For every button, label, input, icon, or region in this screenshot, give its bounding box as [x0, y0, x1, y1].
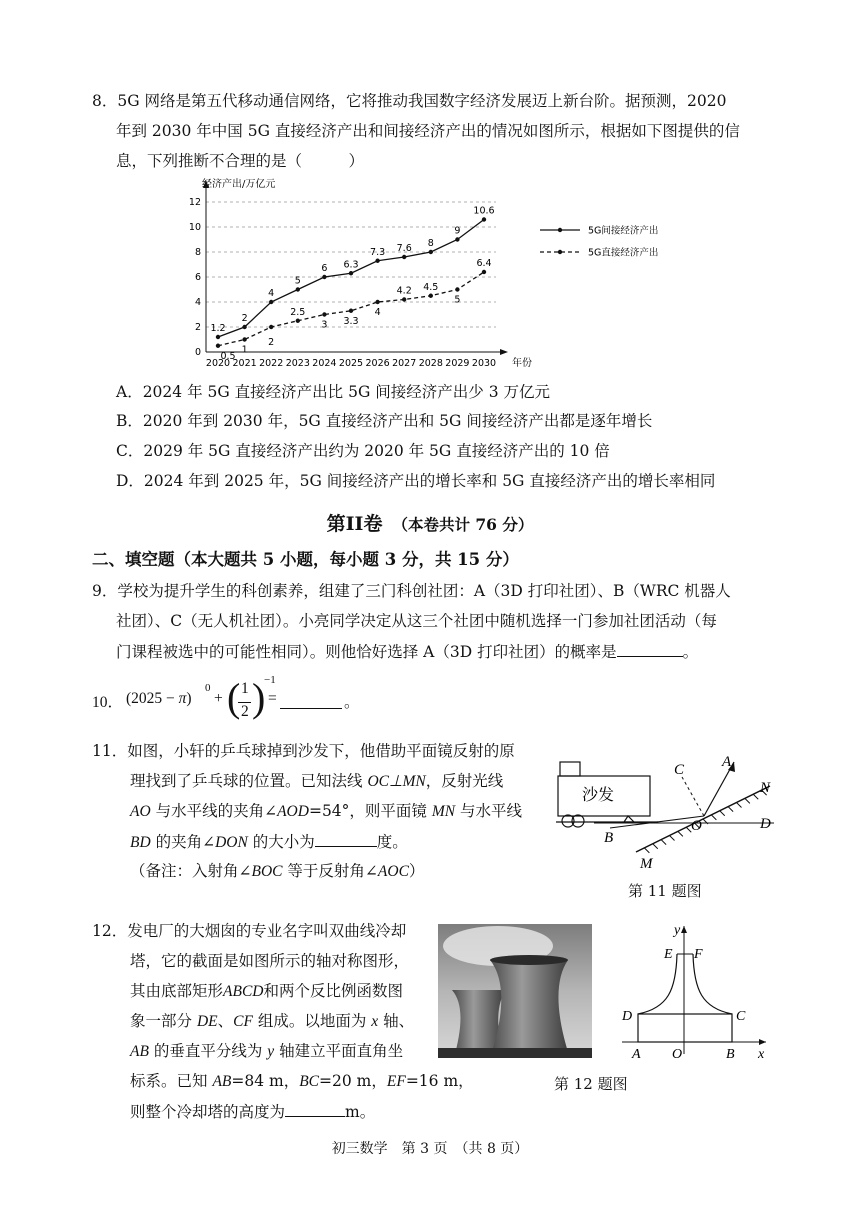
q11-note-a: （备注：入射角∠: [130, 862, 252, 880]
curve-de: [638, 954, 677, 1014]
page-footer: 初三数学 第 3 页 （共 8 页）: [331, 1141, 529, 1157]
data-point: [429, 294, 433, 298]
q11-aod: AOD: [277, 803, 309, 820]
q8-line3: 息，下列推断不合理的是（ ）: [116, 152, 365, 170]
data-label: 6.3: [343, 259, 359, 271]
q10-expneg: −1: [264, 674, 276, 686]
q10-exp0: 0: [205, 682, 211, 694]
normal-oc: [682, 777, 704, 816]
data-label: 2: [268, 337, 275, 348]
q12-caption: 第 12 题图: [554, 1075, 628, 1093]
q11-line2: [130, 770, 503, 793]
q11-line4: [130, 830, 408, 854]
q10-plus: +: [214, 690, 223, 707]
q9-line1: 9．学校为提升学生的科创素养，组建了三门科创社团：A（3D 打印社团）、B（WRC 机器人: [92, 582, 731, 600]
data-label: 5: [454, 294, 461, 306]
q12-de: DE: [196, 1013, 218, 1030]
q11-oc-mn: OC⊥MN: [367, 773, 426, 790]
y-tick-label: 0: [194, 347, 201, 358]
label-m: M: [640, 856, 653, 872]
q11-line3a: 与水平线的夹角∠: [150, 802, 278, 820]
q12-line6c: =20 m，: [319, 1072, 387, 1090]
label-o: O: [672, 1047, 683, 1062]
data-point: [242, 325, 246, 329]
data-point: [296, 319, 300, 323]
q11-line4c: 度。: [376, 833, 408, 851]
mirror-hatch-mark: [737, 803, 742, 808]
y-axis-arrow: [681, 926, 687, 933]
sofa-leg: [624, 816, 634, 822]
mirror-hatch-mark: [745, 798, 750, 803]
label-d: D: [760, 816, 771, 832]
data-point: [349, 309, 353, 313]
q9-line3: [116, 640, 698, 663]
q11-line1: 11．如图，小轩的乒乓球掉到沙发下，他借助平面镜反射的原: [92, 742, 515, 760]
data-point: [375, 259, 379, 263]
q10-paren-left: (: [227, 675, 241, 720]
data-label: 3: [321, 319, 328, 331]
q11-mn: MN: [431, 803, 456, 820]
cooling-tower-photo: [438, 924, 592, 1058]
data-label: 1.2: [210, 323, 226, 334]
data-point: [482, 217, 486, 221]
label-y: y: [674, 923, 681, 938]
q11-line2b: ，反射光线: [425, 772, 504, 790]
q11-line4a: 的夹角∠: [150, 833, 216, 851]
legend-marker: [558, 250, 562, 254]
economic-output-chart: [170, 172, 710, 382]
mirror-hatch-mark: [678, 831, 683, 836]
q12-line2: 塔，它的截面是如图所示的轴对称图形，: [130, 952, 410, 970]
q8-line1: 8．5G 网络是第五代移动通信网络，它将推动我国数字经济发展迈上新台阶。据预测，2020: [92, 92, 727, 110]
q12-line6d: =16 m，: [405, 1072, 474, 1090]
part2-subtitle: （本卷共计 76 分）: [392, 515, 534, 534]
part2-title-text: 第II卷: [326, 513, 383, 535]
q10-pi: π: [178, 690, 187, 707]
data-label: 6.4: [476, 258, 492, 269]
label-e: E: [664, 947, 673, 962]
data-point: [455, 287, 459, 291]
q8-option-c: C．2029 年 5G 直接经济产出约为 2020 年 5G 直接经济产出的 10 倍: [116, 442, 610, 460]
q12-line5c: 轴建立平面直角坐: [274, 1042, 404, 1060]
sofa-label: 沙发: [582, 785, 615, 804]
label-a: A: [722, 754, 732, 770]
q11-line4b: 的大小为: [247, 833, 315, 851]
y-tick-label: 4: [194, 297, 201, 308]
q11-line3: [130, 800, 522, 823]
x-tick-label: 2028: [418, 358, 443, 369]
data-point: [402, 297, 406, 301]
q11-note: [130, 860, 424, 883]
legend-label: 5G直接经济产出: [588, 247, 659, 259]
data-point: [269, 300, 273, 304]
data-point: [216, 344, 220, 348]
q12-answer-blank[interactable]: [285, 1100, 345, 1117]
data-label: 2.5: [290, 306, 306, 318]
q12-x: x: [371, 1013, 379, 1030]
data-label: 6: [321, 263, 328, 274]
data-point: [402, 255, 406, 259]
x-tick-label: 2024: [312, 358, 337, 369]
q11-line3b: =54°，则平面镜: [308, 802, 432, 820]
q12-y: y: [267, 1043, 275, 1060]
x-axis-arrow: [500, 349, 508, 355]
q10-eq: =: [268, 690, 277, 707]
q11-aoc: AOC: [377, 863, 409, 880]
q9-line2: 社团）、C（无人机社团）。小亮同学决定从这三个社团中随机选择一门参加社团活动（每: [116, 612, 717, 630]
mirror-hatch-mark: [753, 794, 758, 799]
label-n: N: [760, 780, 771, 796]
data-point: [349, 271, 353, 275]
x-axis-arrow: [759, 1039, 766, 1045]
chart-marks: [210, 206, 494, 362]
y-tick-label: 2: [194, 322, 201, 333]
q11-line2a: 理找到了乒乓球的位置。已知法线: [130, 772, 368, 790]
x-tick-label: 2027: [392, 358, 417, 369]
q12-line7: [130, 1100, 375, 1123]
q12-line6b: =84 m，: [231, 1072, 300, 1090]
data-label: 9: [454, 225, 461, 237]
curve-cf: [693, 954, 732, 1014]
y-tick-label: 12: [188, 197, 201, 208]
q10-end: 。: [344, 694, 360, 711]
q8-line2: 年到 2030 年中国 5G 直接经济产出和间接经济产出的情况如图所示，根据如下图提供的信: [116, 122, 740, 140]
q8-option-b: B．2020 年到 2030 年，5G 直接经济产出和 5G 间接经济产出都是逐年增长: [116, 412, 653, 430]
q10-frac-den: 2: [241, 703, 249, 720]
label-c: C: [736, 1009, 746, 1024]
q12-line4: [130, 1010, 414, 1033]
photo-ground: [438, 1048, 592, 1058]
data-label: 4: [374, 307, 381, 318]
photo-tower-front: [490, 960, 570, 1058]
q12-line3b: 和两个反比例函数图: [263, 982, 403, 1000]
q12-line4b: 、: [217, 1012, 234, 1030]
q12-abcd: ABCD: [223, 983, 264, 1000]
mirror-hatch-mark: [728, 807, 733, 812]
label-d: D: [622, 1009, 633, 1024]
label-c: C: [674, 762, 685, 778]
data-label: 0.5: [220, 350, 236, 362]
q9-line3-text: 门课程被选中的可能性相同）。则他恰好选择 A（3D 打印社团）的概率是: [116, 643, 617, 661]
q8-option-a: A．2024 年 5G 直接经济产出比 5G 间接经济产出少 3 万亿元: [116, 383, 550, 401]
data-label: 7.6: [396, 243, 412, 254]
q10-frac-num: 1: [241, 680, 249, 697]
data-label: 4.2: [396, 285, 412, 297]
sofa-backrest-left: [560, 762, 580, 776]
q11-bd: BD: [130, 834, 151, 851]
label-f: F: [694, 947, 703, 962]
legend-marker: [558, 228, 562, 232]
data-label: 1: [241, 344, 248, 356]
y-tick-label: 10: [188, 222, 201, 233]
q10-paren-right: ): [252, 675, 266, 720]
q9-end: 。: [682, 643, 699, 661]
q12-line4d: 轴、: [378, 1012, 415, 1030]
mirror-hatch-mark: [670, 836, 675, 841]
y-axis-label: 经济产出/万亿元: [202, 179, 276, 190]
data-point: [322, 312, 326, 316]
label-x: x: [758, 1047, 765, 1062]
data-point: [455, 237, 459, 241]
q11-boc: BOC: [251, 863, 283, 880]
q11-line3c: 与水平线: [455, 802, 523, 820]
data-label: 2: [241, 313, 248, 324]
data-point: [322, 275, 326, 279]
data-label: 3.3: [343, 315, 359, 327]
label-a: A: [632, 1047, 641, 1062]
data-label: 10.6: [473, 205, 495, 217]
label-b: B: [726, 1047, 735, 1062]
x-tick-label: 2022: [259, 358, 284, 369]
q11-note-c: ）: [408, 862, 425, 880]
x-tick-label: 2025: [338, 358, 364, 369]
q10-expr-b: ): [186, 690, 192, 707]
q12-bc: BC: [299, 1073, 320, 1090]
x-tick-label: 2020: [205, 358, 231, 369]
x-tick-label: 2029: [445, 358, 470, 369]
q11-answer-blank[interactable]: [315, 830, 377, 847]
x-tick-label: 2030: [471, 358, 497, 369]
q10-num: 10．: [92, 694, 124, 711]
q10-expr-a: (2025 −: [126, 690, 179, 707]
x-tick-label: 2026: [365, 358, 390, 369]
label-o: O: [691, 818, 702, 834]
legend-label: 5G间接经济产出: [588, 225, 659, 237]
section-heading: 二、填空题（本大题共 5 小题，每小题 3 分，共 15 分）: [92, 550, 519, 569]
y-tick-label: 8: [194, 247, 201, 258]
y-tick-label: 6: [194, 272, 201, 283]
q12-line7b: m。: [345, 1103, 376, 1121]
data-label: 7.3: [370, 246, 386, 258]
q12-figure: [616, 920, 772, 1064]
mirror-hatch-mark: [644, 848, 649, 853]
q12-line3: [130, 980, 403, 1003]
q12-line4c: 组成。以地面为: [252, 1012, 372, 1030]
q12-line7a: 则整个冷却塔的高度为: [130, 1103, 286, 1121]
chart-legend: [540, 225, 658, 259]
mirror-hatch-mark: [661, 840, 666, 845]
data-label: 4: [268, 288, 275, 299]
q12-line5: [130, 1040, 403, 1063]
q11-note-b: 等于反射角∠: [282, 862, 378, 880]
q11-caption: 第 11 题图: [628, 882, 702, 900]
x-tick-label: 2023: [285, 358, 310, 369]
q8-option-d: D．2024 年到 2025 年，5G 间接经济产出的增长率和 5G 直接经济产出的增长率相同: [116, 472, 716, 490]
data-label: 4.5: [423, 281, 439, 293]
q12-line6: [130, 1070, 474, 1093]
q12-line5b: 的垂直平分线为: [148, 1042, 268, 1060]
data-label: 5: [294, 275, 301, 287]
data-point: [482, 270, 486, 274]
label-b: B: [604, 830, 614, 846]
rect-abcd: [638, 1014, 732, 1042]
q12-ab: AB: [212, 1073, 232, 1090]
q10-expr-open: [126, 690, 192, 708]
q11-ao: AO: [130, 803, 151, 820]
q9-answer-blank[interactable]: [617, 640, 683, 657]
x-tick-label: 2021: [232, 358, 257, 369]
q12-line4a: 象一部分: [130, 1012, 197, 1030]
mirror-hatch-mark: [711, 815, 716, 820]
q12-line5a: AB: [130, 1043, 149, 1060]
part2-title: [0, 509, 860, 536]
q12-line6a: 标系。已知: [130, 1072, 213, 1090]
q12-line1: 12．发电厂的大烟囱的专业名字叫双曲线冷却: [92, 922, 407, 940]
x-axis-label: 年份: [512, 358, 532, 369]
data-point: [269, 325, 273, 329]
data-point: [375, 300, 379, 304]
mirror-hatch-mark: [653, 844, 658, 849]
data-label: 8: [427, 238, 434, 249]
data-point: [242, 337, 246, 341]
data-point: [429, 250, 433, 254]
q10-answer-blank[interactable]: [280, 692, 342, 709]
q12-cf: CF: [233, 1013, 253, 1030]
mirror-hatch-mark: [720, 811, 725, 816]
q11-figure: [548, 742, 788, 877]
q12-line3a: 其由底部矩形: [130, 982, 224, 1000]
q12-ef: EF: [386, 1073, 406, 1090]
q11-don: DON: [215, 834, 248, 851]
photo-tower-rim: [490, 955, 568, 965]
data-point: [216, 335, 220, 339]
data-point: [296, 287, 300, 291]
